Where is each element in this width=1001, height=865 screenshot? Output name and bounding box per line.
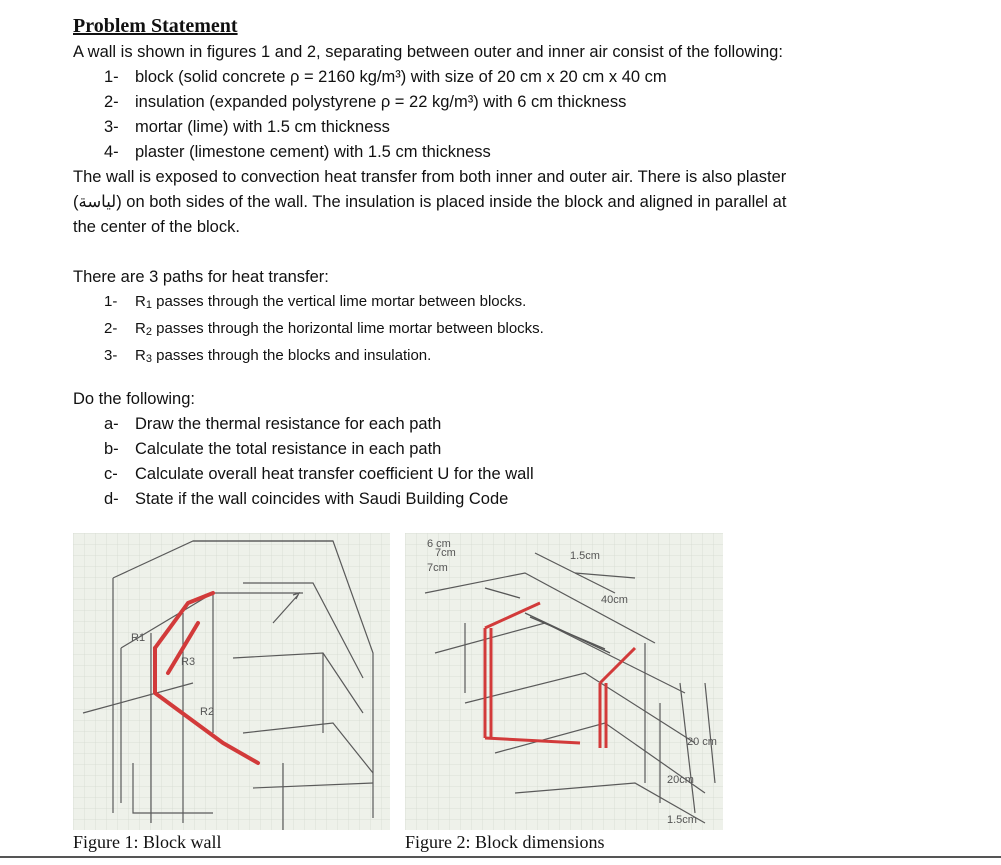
dim-20cm-depth: 20cm	[667, 774, 694, 786]
figure-2-caption: Figure 2: Block dimensions	[405, 832, 605, 852]
r3-label: R3	[181, 656, 196, 668]
list-item: 2- insulation (expanded polystyrene ρ = 22 kg/m³) with 6 cm thickness	[104, 93, 627, 111]
list-item: 1- block (solid concrete ρ = 2160 kg/m³) with size of 20 cm x 20 cm x 40 cm	[104, 68, 667, 86]
block-wall-sketch	[73, 533, 390, 830]
paths-list	[104, 290, 544, 371]
list-item: b- Calculate the total resistance in each path	[104, 440, 442, 458]
list-item: c- Calculate overall heat transfer coefficient U for the wall	[104, 465, 534, 483]
materials-list	[104, 65, 667, 165]
list-item: 4- plaster (limestone cement) with 1.5 cm thickness	[104, 143, 491, 161]
dim-40cm: 40cm	[601, 594, 628, 606]
dim-20cm-height: 20 cm	[687, 736, 717, 748]
page-bottom-rule	[0, 856, 1001, 858]
exposure-paragraph: The wall is exposed to convection heat transfer from both inner and outer air. There is also plaster (لياسة) on both sides of the wall. The insulation is placed inside the block and aligned in parallel at the center of the block.	[73, 168, 787, 236]
list-item: a- Draw the thermal resistance for each path	[104, 415, 442, 433]
tasks-intro: Do the following:	[73, 390, 195, 408]
r2-label: R2	[200, 706, 215, 718]
figure-1-caption: Figure 1: Block wall	[73, 832, 222, 852]
figure-2-image	[405, 533, 723, 830]
tasks-list	[104, 412, 534, 512]
dim-mortar-1-5cm: 1.5cm	[570, 550, 600, 562]
dim-bottom-1-5cm: 1.5cm	[667, 814, 697, 826]
figure-1-image	[73, 533, 390, 830]
paths-intro: There are 3 paths for heat transfer:	[73, 268, 329, 286]
list-item: 1- R1 passes through the vertical lime mortar between blocks.	[104, 293, 527, 311]
problem-statement-title: Problem Statement	[73, 15, 238, 37]
dim-7cm-left: 7cm	[427, 562, 448, 574]
list-item: 3- mortar (lime) with 1.5 cm thickness	[104, 118, 390, 136]
intro-text: A wall is shown in figures 1 and 2, separating between outer and inner air consist of the following:	[73, 43, 783, 61]
list-item: 2- R2 passes through the horizontal lime mortar between blocks.	[104, 320, 544, 338]
r1-label: R1	[131, 632, 146, 644]
block-dimensions-sketch	[405, 533, 723, 830]
list-item: d- State if the wall coincides with Saudi Building Code	[104, 490, 509, 508]
list-item: 3- R3 passes through the blocks and insulation.	[104, 347, 432, 365]
dim-6cm: 6 cm	[427, 538, 451, 550]
dim-7cm-top: 7cm	[435, 547, 456, 559]
